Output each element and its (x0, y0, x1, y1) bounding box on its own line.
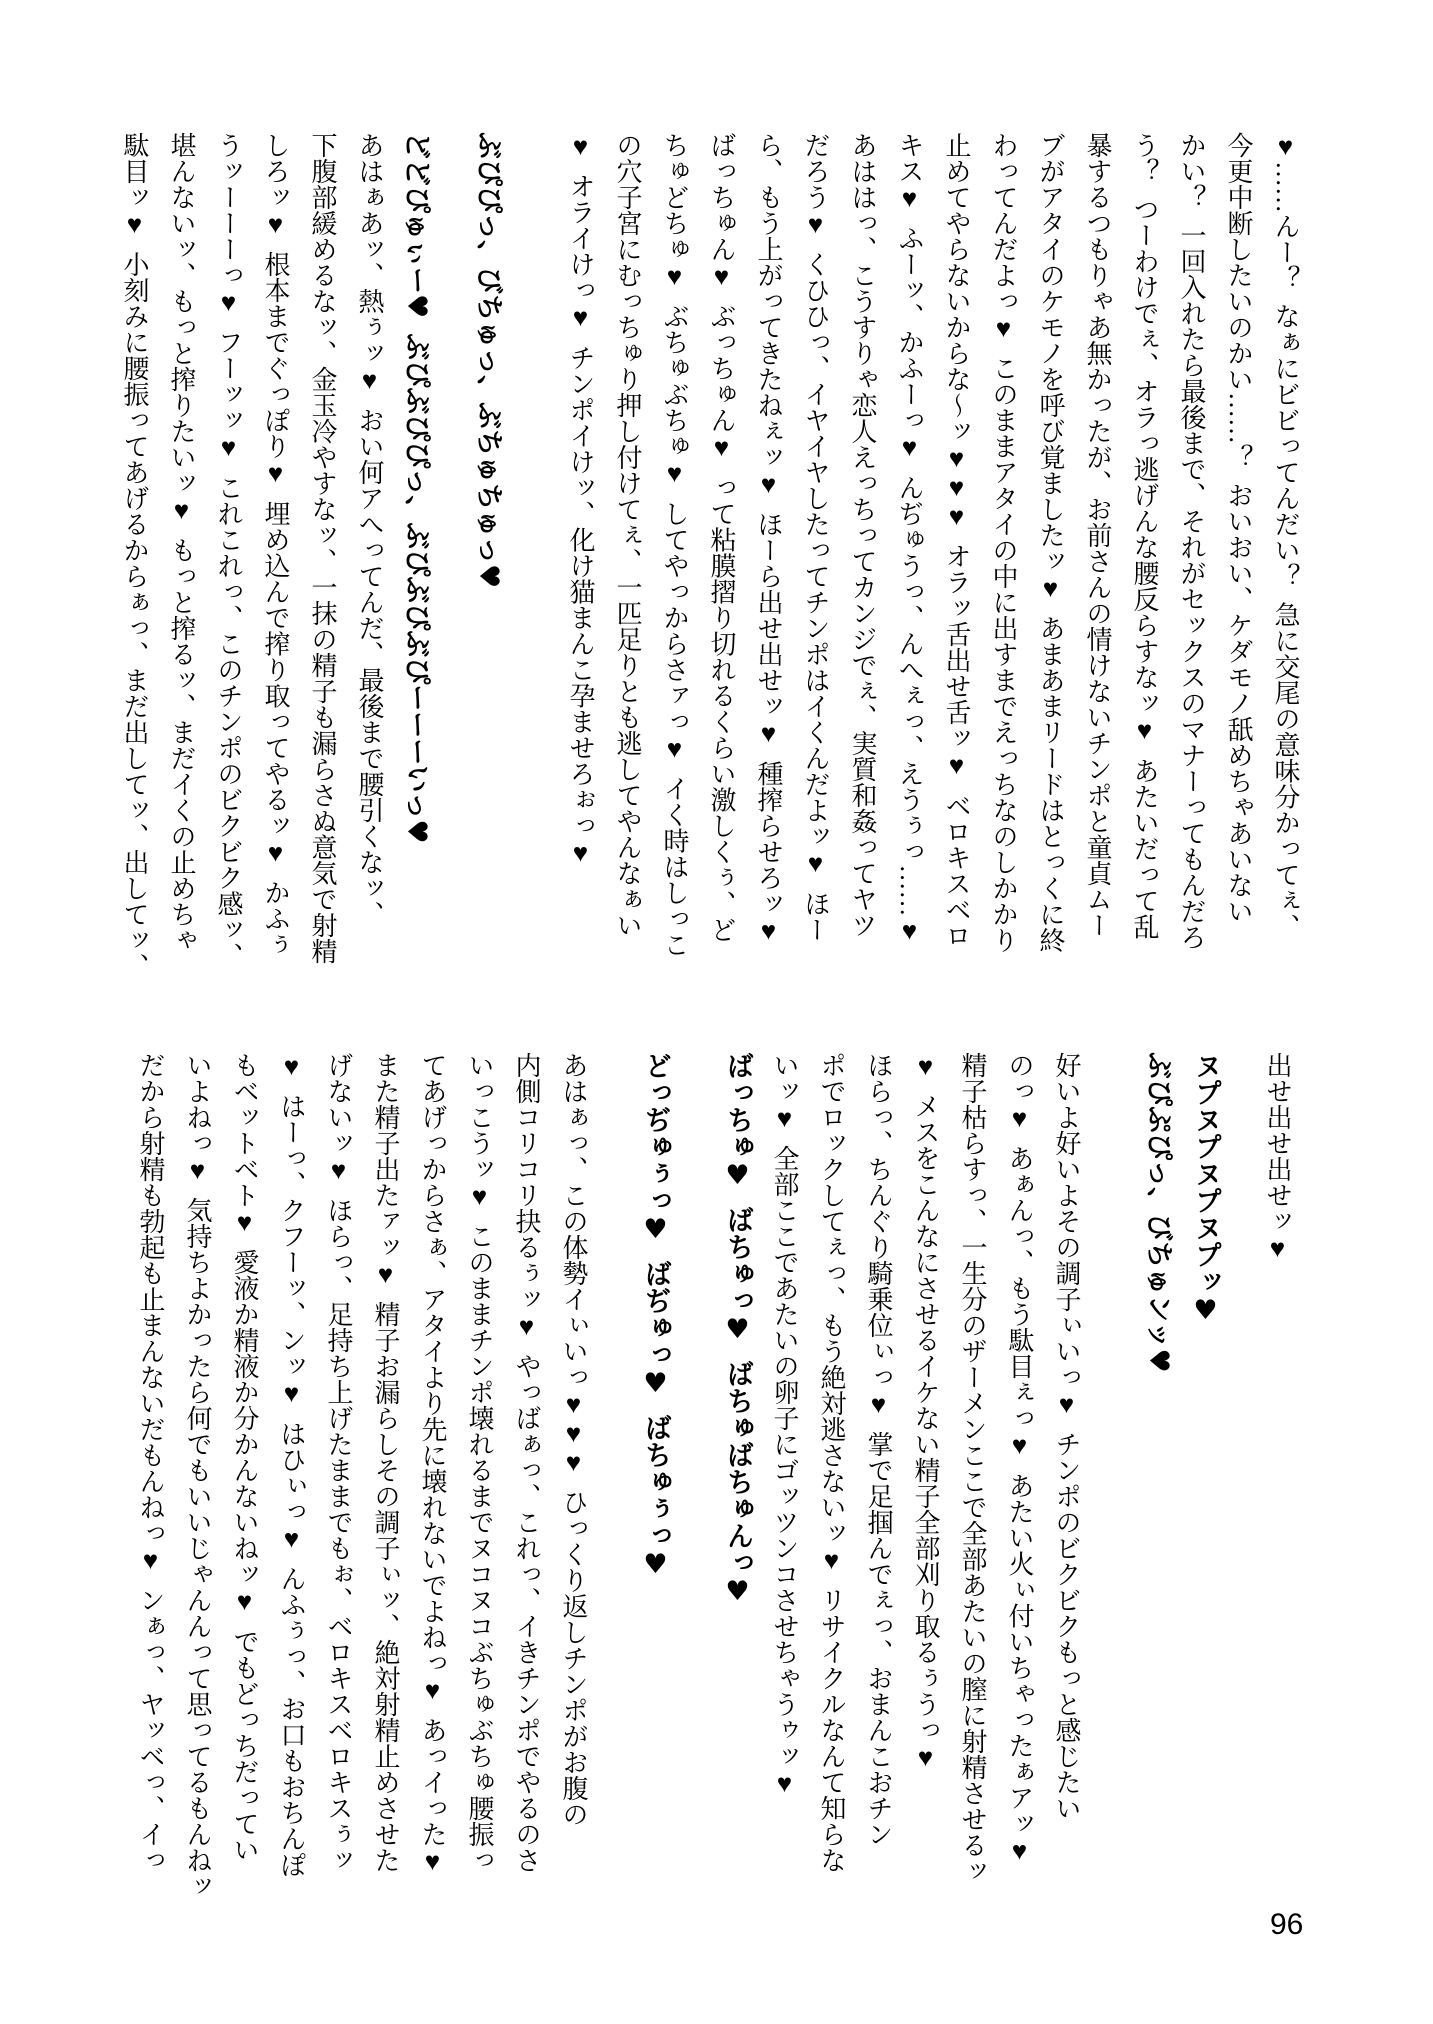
dialogue-column: あはぁっ、この体勢イぃいっ♥♥♥ ひっくり返しチンポがお腹の (559, 1052, 588, 1828)
sfx-column: ぶぴぷぴっ、びちゅンッ♥ (1143, 1052, 1174, 1373)
dialogue-column: 精子枯らすっ、一生分のザーメンここで全部あたいの膣に射精させるッ (958, 1052, 987, 1884)
dialogue-column: もベットベト♥ 愛液か精液か分かんないねッ♥ でもどっちだってい (230, 1052, 259, 1863)
dialogue-column: 今更中断したいのかい……？ おいおい、ケダモノ舐めちゃあいない (1224, 132, 1253, 925)
dialogue-column: ちゅどちゅ♥ ぶちゅぶちゅ♥ してやっからさァっ♥ イく時はしっこ (660, 132, 689, 958)
dialogue-column: う？ つーわけでぇ、オラっ逃げんな腰反らすなッ♥ あたいだって乱 (1130, 132, 1159, 940)
dialogue-column: 下腹部緩めるなッ、金玉冷やすなッ、一抹の精子も漏らさぬ意気で射精 (308, 132, 337, 964)
dialogue-column: キス♥ ふーッ、かふーっ♥ んぢゅうっ、んへぇっ、えうぅっ……♥ (895, 132, 924, 946)
sfx-column: ばっちゅ♥ ばちゅっ♥ ばちゅばちゅんっ♥ (722, 1052, 753, 1608)
dialogue-column: 止めてやらないからな〜ッ♥♥♥ オラッ舌出せ舌ッ♥ ベロキスベロ (942, 132, 971, 949)
dialogue-column: ♥……んー？ なぁにビビってんだい？ 急に交尾の意味分かってぇ、 (1271, 132, 1300, 940)
sfx-column: ぶぴぴっ、びちゅっ、ぶちゅちゅっ♥ (473, 132, 504, 589)
dialogue-column: ♥ メスをこんなにさせるイケない精子全部刈り取るぅうっ♥ (911, 1052, 940, 1773)
sfx-column: どどぴゅぃー♥ ぶぴぶぴぴっ、ぶぴぶぴぶぴーーーいっ♥ (401, 132, 432, 844)
dialogue-column: ブがアタイのケモノを呼び覚ましたッ♥ あまあまリードはとっくに終 (1036, 132, 1065, 954)
sfx-column: どっぢゅぅっ♥ ばぢゅっ♥ ばちゅぅっ♥ (640, 1052, 671, 1581)
dialogue-block-top (111, 132, 1309, 1017)
dialogue-column: ら、もう上がってきたねぇッ♥ ほーら出せ出せッ♥ 種搾らせろッ♥ (754, 132, 783, 946)
dialogue-column: げないッ♥ ほらっ、足持ち上げたままでもぉ、ベロキスベロキスぅッ (324, 1052, 353, 1874)
dialogue-column: だろう♥ くひひっ、イヤイヤしたってチンポはイくんだよッ♥ ほー (801, 132, 830, 943)
dialogue-column: のっ♥ あぁんっ、もう駄目ぇっ♥ あたい火ぃ付いちゃったぁアッ♥ (1005, 1052, 1034, 1866)
dialogue-column: てあげっからさぁ、アタイより先に壊れないでよねっ♥ あっイった♥ (418, 1052, 447, 1877)
dialogue-column: 内側コリコリ抉るぅッ♥ やっばぁっ、これっ、イきチンポでやるのさ (512, 1052, 541, 1874)
dialogue-column: 暴するつもりゃあ無かったが、お前さんの情けないチンポと童貞ムー (1083, 132, 1112, 938)
dialogue-column: いっこうッ♥ このままチンポ壊れるまでヌコヌコぶちゅぶちゅ腰振っ (465, 1052, 494, 1874)
dialogue-column: ♥ はーっ、クフーッ、ンッ♥ はひぃっ♥ んふぅっ、お口もおちんぽ (277, 1052, 306, 1878)
dialogue-column: ほらっ、ちんぐり騎乗位ぃっ♥ 掌で足掴んでぇっ、おまんこおチン (864, 1052, 893, 1848)
dialogue-column: あはぁあッ、熱ぅッ♥ おい何アへってんだ、最後まで腰引くなッ、 (355, 132, 384, 928)
dialogue-column: わってんだよっ♥ このままアタイの中に出すまでえっちなのしかかり (989, 132, 1018, 954)
dialogue-column: また精子出たァッ♥ 精子お漏らしその調子ぃッ、絶対射精止めさせた (371, 1052, 400, 1874)
dialogue-column: ♥ オライけっ♥ チンポイけッ、化け猫まんこ孕ませろぉっ♥ (566, 132, 595, 868)
dialogue-column: あははっ、こうすりゃ恋人えっちってカンジでぇ、実質和姦ってヤツ (848, 132, 877, 938)
dialogue-column: しろッ♥ 根本までぐっぽり♥ 埋め込んで搾り取ってやるッ♥ かふぅ (261, 132, 290, 958)
dialogue-column: だから射精も勃起も止まんないだもんねっ♥ ンぁっ、ヤッベっ、イっ (136, 1052, 165, 1874)
sfx-column: ヌプヌプヌプヌプッ♥ (1190, 1052, 1221, 1326)
dialogue-column: 好いよ好いよその調子ぃいっ♥ チンポのビクビクもっと感じたい (1052, 1052, 1081, 1822)
dialogue-column: うッーーーっ♥ フーッッ♥ これこれっ、このチンポのビクビク感ッ、 (214, 132, 243, 969)
dialogue-column: 出せ出せ出せッ♥ (1263, 1052, 1292, 1263)
dialogue-column: 堪んないッ、もっと搾りたいッ♥ もっと搾るッ、まだイくの止めちゃ (167, 132, 196, 954)
dialogue-column: ばっちゅん♥ ぶっちゅん♥ って粘膜摺り切れるくらい激しくぅ、ど (707, 132, 736, 943)
dialogue-column: かい？ 一回入れたら最後まで、それがセックスのマナーってもんだろ (1177, 132, 1206, 951)
page-number: 96 (1270, 1908, 1304, 1941)
dialogue-column: ポでロックしてぇっ、もう絶対逃さないッ♥ リサイクルなんて知らな (817, 1052, 846, 1874)
dialogue-block-bottom (127, 1052, 1304, 1947)
dialogue-column: いよねっ♥ 気持ちよかったら何でもいいじゃんんって思ってるもんねッ (183, 1052, 212, 1900)
dialogue-column: いッ♥ 全部ここであたいの卵子にゴッツンコさせちゃうゥッ♥ (770, 1052, 799, 1799)
dialogue-column: 駄目ッ♥ 小刻みに腰振ってあげるからぁっ、まだ出してッ、出してッ、 (120, 132, 149, 980)
dialogue-column: の穴子宮にむっちゅり押し付けてぇ、一匹足りとも逃してやんなぁい (613, 132, 642, 938)
